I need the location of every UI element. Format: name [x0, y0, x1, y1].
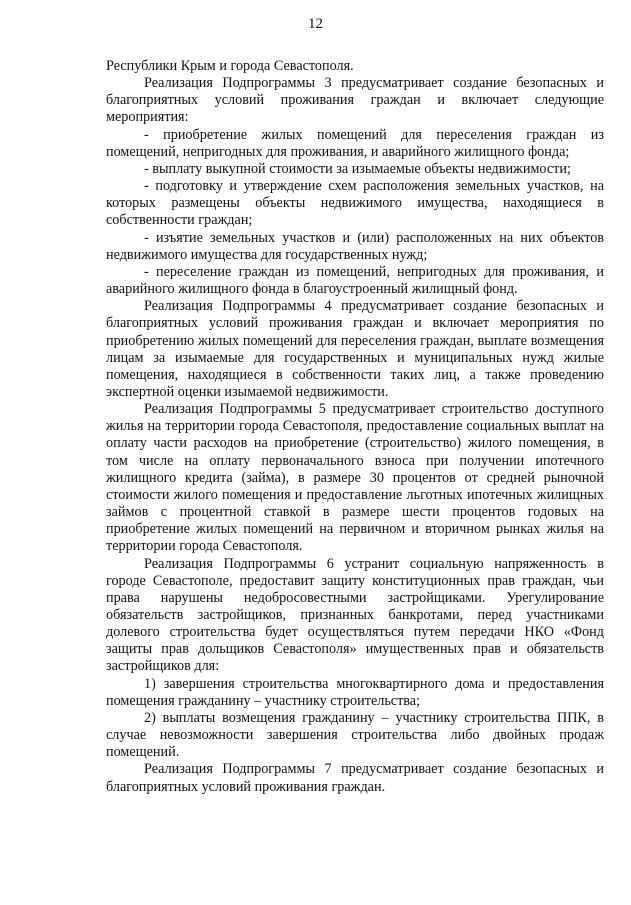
numbered-item: 2) выплаты возмещения гражданину – участнику строительства ППК, в случае невозможности завершения строительства либо двойных продаж помещений. — [106, 709, 604, 761]
list-item: - приобретение жилых помещений для переселения граждан из помещений, непригодных для проживания, и аварийного жилищного фонда; — [106, 126, 604, 160]
paragraph-subprogram-4: Реализация Подпрограммы 4 предусматривает создание безопасных и благоприятных условий проживания граждан и включает мероприятия по приобретению жилых помещений для переселения граждан, выплате возмещения лицам за изымаемые для государственных и муниципальных нужд жилые помещения, находящиеся в собственности таких лиц, а также проведению экспертной оценки изымаемой недвижимости. — [106, 298, 604, 400]
paragraph-subprogram-6: Реализация Подпрограммы 6 устранит социальную напряженность в городе Севастополе, предоставит защиту конституционных прав граждан, чьи права нарушены недобросовестными застройщиками. Урегулирование обязательств застройщиков, признанных банкротами, перед участниками долевого строительства будет осуществляться путем передачи НКО «Фонд защиты прав дольщиков Севастополя» имущественных прав и обязательств застройщиков для: — [106, 555, 604, 675]
list-item: - подготовку и утверждение схем расположения земельных участков, на которых размещены объекты недвижимого имущества, находящиеся в собственности граждан; — [106, 178, 604, 229]
document-body — [106, 58, 604, 796]
list-item: - выплату выкупной стоимости за изымаемые объекты недвижимости; — [144, 160, 571, 177]
page-number: 12 — [308, 16, 323, 32]
paragraph-subprogram-5: Реализация Подпрограммы 5 предусматривает строительство доступного жилья на территории города Севастополя, предоставление социальных выплат на оплату части расходов на приобретение (строительство) жилого помещения, в том числе на оплату первоначального взноса при получении ипотечного жилищного кредита (займа), в размере 30 процентов от средней рыночной стоимости жилого помещения и предоставление льготных ипотечных жилищных займов с процентной ставкой в размере шести процентов годовых на приобретение жилых помещений на первичном и вторичном рынках жилья на территории города Севастополя. — [106, 401, 604, 555]
list-item: - переселение граждан из помещений, непригодных для проживания, и аварийного жилищного фонда в благоустроенный жилищный фонд. — [106, 263, 604, 298]
numbered-item: 1) завершения строительства многоквартирного дома и предоставления помещения гражданину – участнику строительства; — [106, 675, 604, 709]
paragraph-continuation: Республики Крым и города Севастополя. — [106, 58, 354, 74]
list-item: - изъятие земельных участков и (или) расположенных на них объектов недвижимого имущества для государственных нужд; — [106, 229, 604, 263]
paragraph-subprogram-3: Реализация Подпрограммы 3 предусматривает создание безопасных и благоприятных условий проживания граждан и включает следующие мероприятия: — [106, 75, 604, 126]
paragraph-subprogram-7: Реализация Подпрограммы 7 предусматривает создание безопасных и благоприятных условий проживания граждан. — [106, 761, 604, 795]
